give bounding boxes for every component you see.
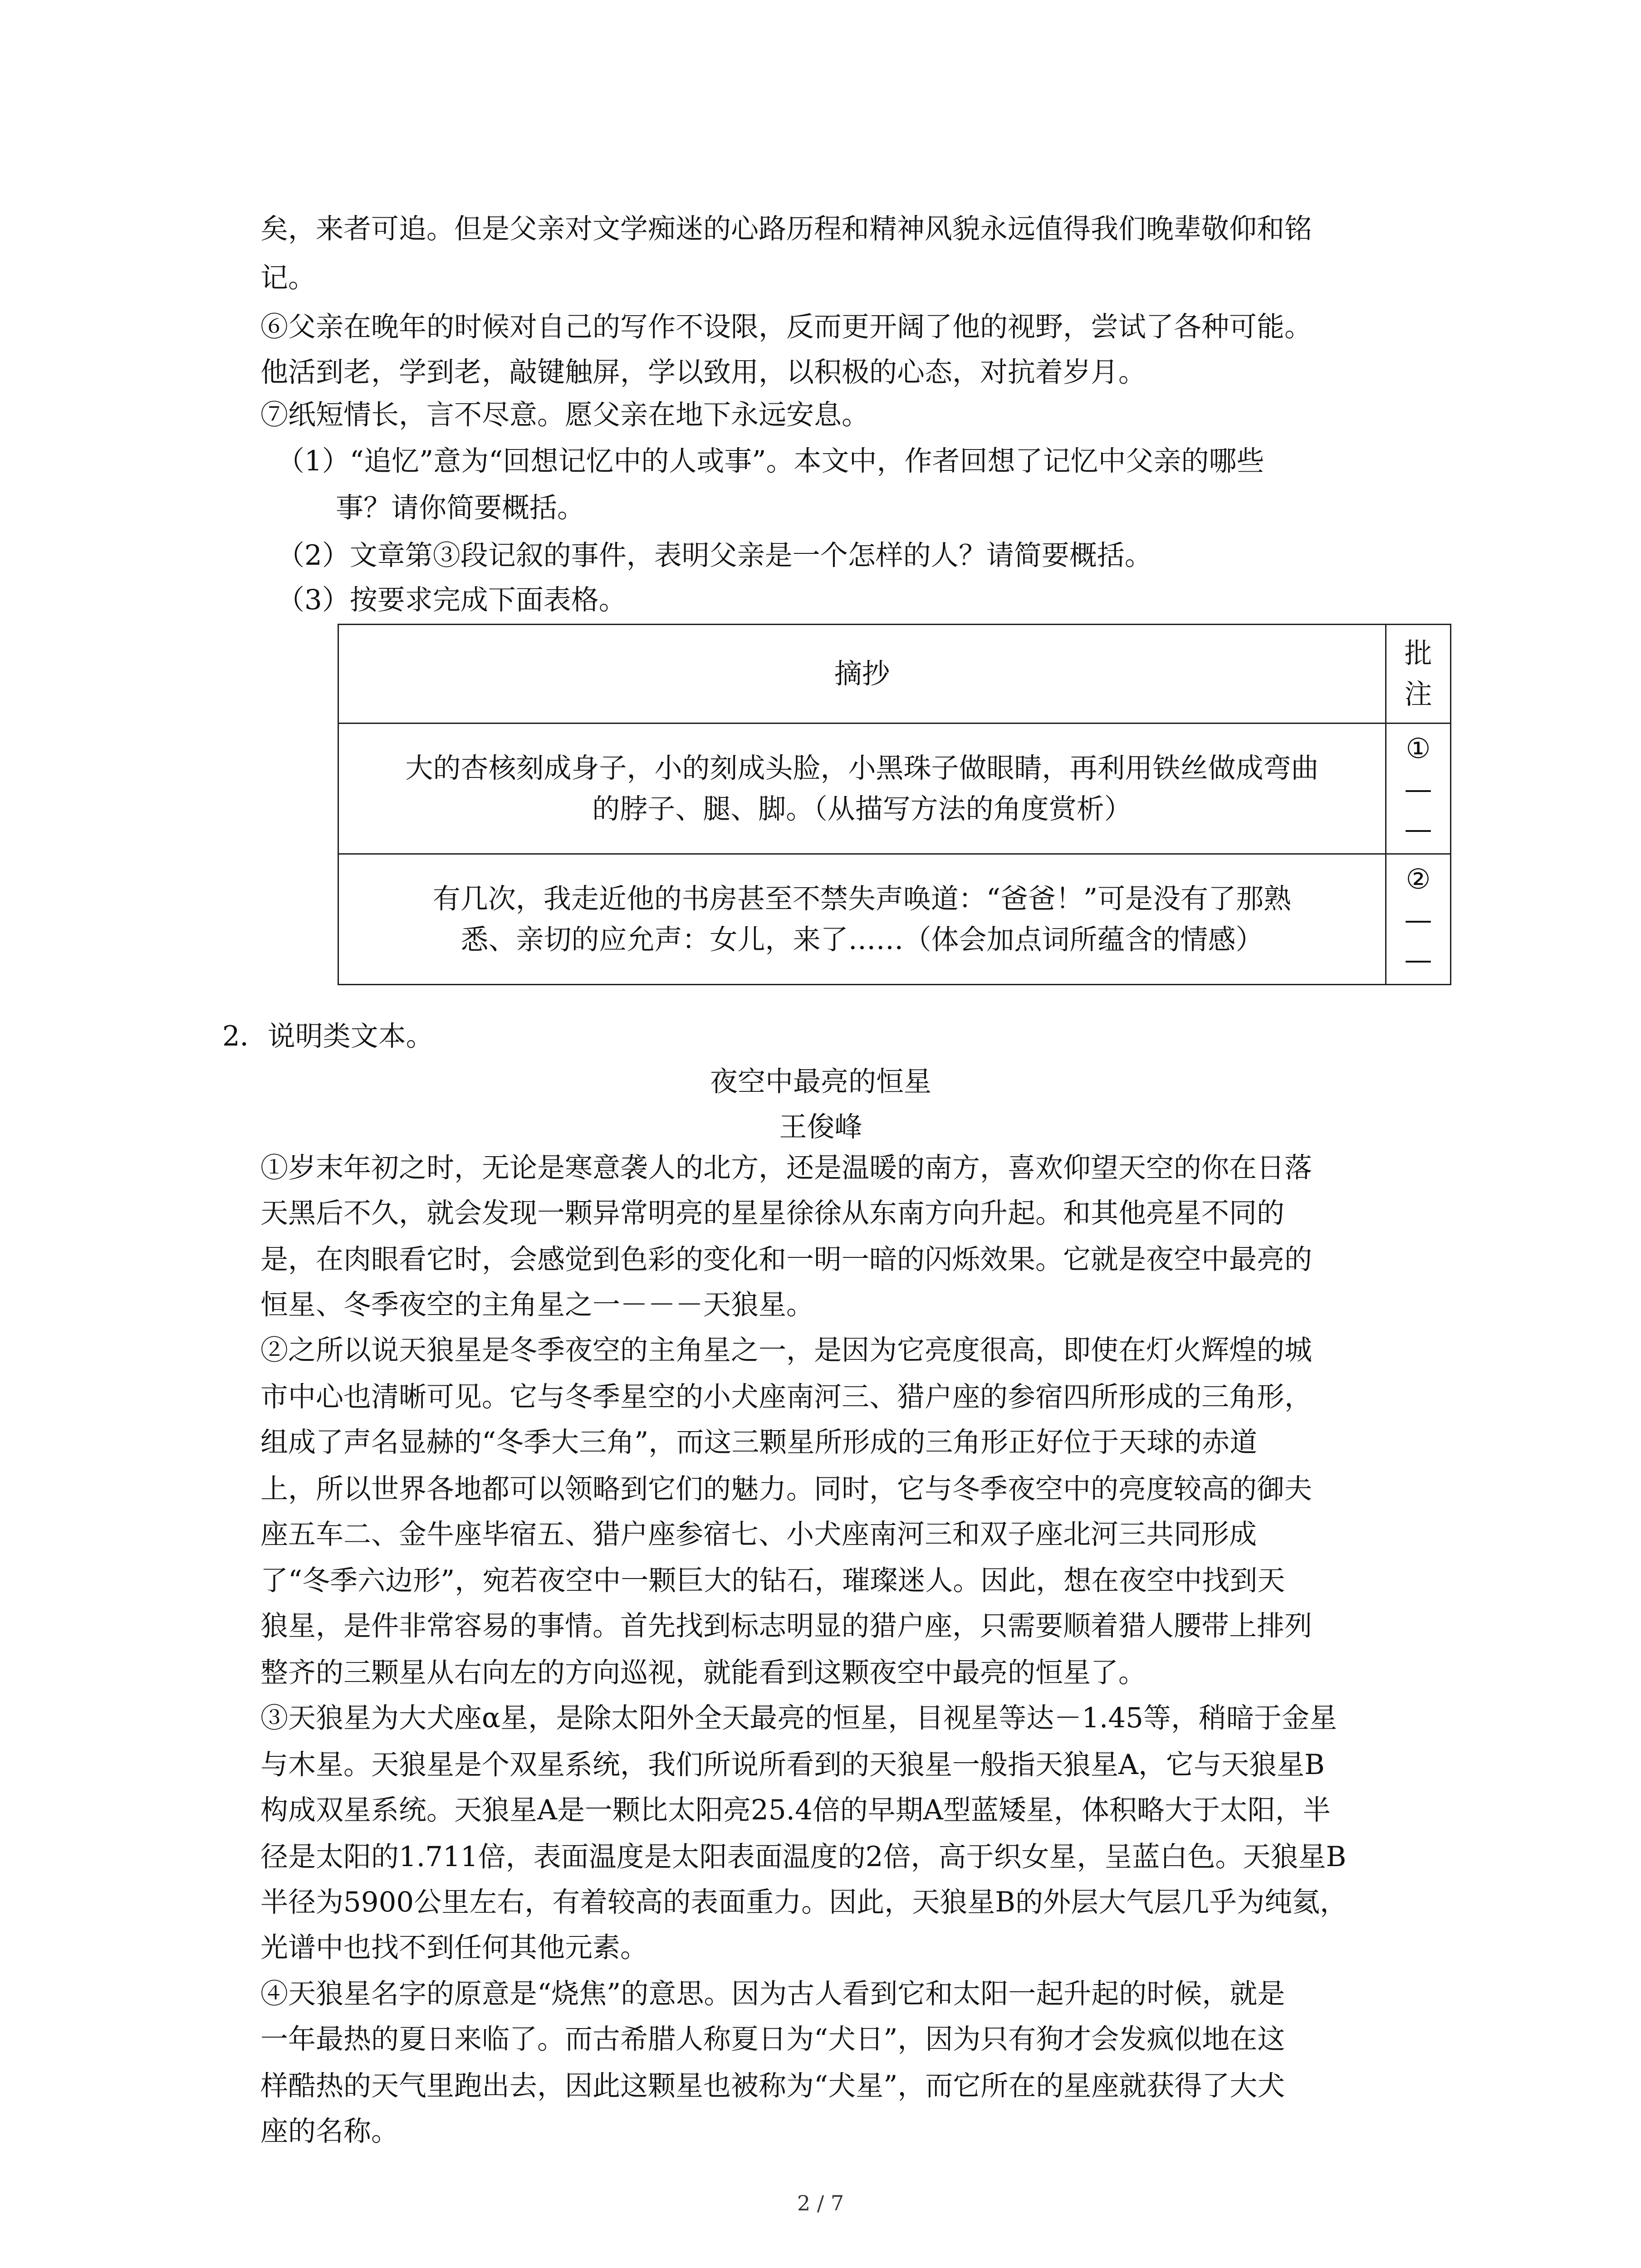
text-line: ④天狼星名字的原意是“烧焦”的意思。因为古人看到它和太阳一起升起的时候，就是 bbox=[260, 1978, 1285, 2010]
text-line: 组成了声名显赫的“冬季大三角”，而这三颗星所形成的三角形正好位于天球的赤道 bbox=[260, 1426, 1258, 1458]
text-line: 样酷热的天气里跑出去，因此这颗星也被称为“犬星”，而它所在的星座就获得了大犬 bbox=[260, 2070, 1285, 2102]
text-line: 记。 bbox=[260, 262, 316, 294]
table-row bbox=[338, 723, 1451, 854]
text-line: 市中心也清晰可见。它与冬季星空的小犬座南河三、猎户座的参宿四所形成的三角形， bbox=[260, 1381, 1313, 1413]
text-line: ①岁末年初之时，无论是寒意袭人的北方，还是温暖的南方，喜欢仰望天空的你在日落 bbox=[260, 1152, 1313, 1184]
excerpt-line: 的脖子、腿、脚。（从描写方法的角度赏析） bbox=[592, 792, 1132, 825]
text-line: 与木星。天狼星是个双星系统，我们所说所看到的天狼星一般指天狼星A，它与天狼星B bbox=[260, 1749, 1325, 1781]
text-line: 光谱中也找不到任何其他元素。 bbox=[260, 1931, 648, 1964]
excerpt-line: 大的杏核刻成身子，小的刻成头脸，小黑珠子做眼睛，再利用铁丝做成弯曲 bbox=[405, 752, 1319, 784]
section-heading: 2．说明类文本。 bbox=[222, 1020, 434, 1052]
answer-blank[interactable]: — bbox=[1404, 903, 1432, 936]
excerpt-cell bbox=[338, 854, 1386, 985]
text-line: 狼星，是件非常容易的事情。首先找到标志明显的猎户座，只需要顺着猎人腰带上排列 bbox=[260, 1610, 1313, 1642]
text-line: 一年最热的夏日来临了。而古希腊人称夏日为“犬日”，因为只有狗才会发疯似地在这 bbox=[260, 2023, 1285, 2055]
text-line: 构成双星系统。天狼星A是一颗比太阳亮25.4倍的早期A型蓝矮星，体积略大于太阳，半 bbox=[260, 1794, 1331, 1826]
annotation-table bbox=[338, 624, 1451, 985]
answer-blank[interactable]: — bbox=[1404, 812, 1432, 845]
text-line: 上，所以世界各地都可以领略到它们的魅力。同时，它与冬季夜空中的亮度较高的御夫 bbox=[260, 1473, 1313, 1505]
excerpt-line: 悉、亲切的应允声：女儿，来了……（体会加点词所蕴含的情感） bbox=[460, 923, 1264, 956]
text-line: 半径为5900公里左右，有着较高的表面重力。因此，天狼星B的外层大气层几乎为纯氦， bbox=[260, 1886, 1348, 1918]
text-line: 他活到老，学到老，敲键触屏，学以致用，以积极的心态，对抗着岁月。 bbox=[260, 356, 1146, 388]
header-excerpt: 摘抄 bbox=[338, 625, 1386, 723]
question-1-cont: 事？请你简要概括。 bbox=[336, 492, 585, 524]
page-number: 2 / 7 bbox=[797, 2191, 844, 2215]
question-1: （1）“追忆”意为“回想记忆中的人或事”。本文中，作者回想了记忆中父亲的哪些 bbox=[277, 445, 1264, 477]
excerpt-line: 有几次，我走近他的书房甚至不禁失声唤道：“爸爸！”可是没有了那熟 bbox=[432, 882, 1292, 915]
text-line: ⑦纸短情长，言不尽意。愿父亲在地下永远安息。 bbox=[260, 399, 870, 431]
text-line: 径是太阳的1.711倍，表面温度是太阳表面温度的2倍，高于织女星，呈蓝白色。天狼星B bbox=[260, 1841, 1347, 1873]
annotation-cell[interactable] bbox=[1386, 854, 1451, 985]
question-3: （3）按要求完成下面表格。 bbox=[277, 584, 627, 616]
text-line: 座五车二、金牛座毕宿五、猎户座参宿七、小犬座南河三和双子座北河三共同形成 bbox=[260, 1518, 1257, 1550]
header-annotation-a: 批 bbox=[1404, 637, 1432, 670]
text-line: 座的名称。 bbox=[260, 2115, 399, 2147]
answer-blank[interactable]: — bbox=[1404, 943, 1432, 976]
question-2: （2）文章第③段记叙的事件，表明父亲是一个怎样的人？请简要概括。 bbox=[277, 539, 1152, 572]
table-header-row bbox=[338, 625, 1451, 723]
annotation-number: ② bbox=[1406, 863, 1431, 895]
header-annotation bbox=[1386, 625, 1451, 723]
text-line: 矣，来者可追。但是父亲对文学痴迷的心路历程和精神风貌永远值得我们晚辈敬仰和铭 bbox=[260, 213, 1313, 245]
text-line: 了“冬季六边形”，宛若夜空中一颗巨大的钻石，璀璨迷人。因此，想在夜空中找到天 bbox=[260, 1564, 1285, 1597]
text-line: 天黑后不久，就会发现一颗异常明亮的星星徐徐从东南方向升起。和其他亮星不同的 bbox=[260, 1197, 1285, 1229]
article-author: 王俊峰 bbox=[779, 1111, 862, 1143]
article-title: 夜空中最亮的恒星 bbox=[710, 1066, 931, 1098]
header-annotation-b: 注 bbox=[1404, 678, 1432, 710]
answer-blank[interactable]: — bbox=[1404, 772, 1432, 805]
excerpt-cell bbox=[338, 723, 1386, 854]
table-row bbox=[338, 854, 1451, 985]
annotation-number: ① bbox=[1406, 732, 1431, 765]
text-line: ⑥父亲在晚年的时候对自己的写作不设限，反而更开阔了他的视野，尝试了各种可能。 bbox=[260, 311, 1313, 343]
text-line: 整齐的三颗星从右向左的方向巡视，就能看到这颗夜空中最亮的恒星了。 bbox=[260, 1657, 1146, 1689]
text-line: 是，在肉眼看它时，会感觉到色彩的变化和一明一暗的闪烁效果。它就是夜空中最亮的 bbox=[260, 1243, 1313, 1276]
text-line: ③天狼星为大犬座α星，是除太阳外全天最亮的恒星，目视星等达－1.45等，稍暗于金星 bbox=[260, 1702, 1337, 1734]
text-line: ②之所以说天狼星是冬季夜空的主角星之一，是因为它亮度很高，即使在灯火辉煌的城 bbox=[260, 1334, 1313, 1366]
text-line: 恒星、冬季夜空的主角星之一－－－天狼星。 bbox=[260, 1289, 814, 1321]
annotation-cell[interactable] bbox=[1386, 723, 1451, 854]
